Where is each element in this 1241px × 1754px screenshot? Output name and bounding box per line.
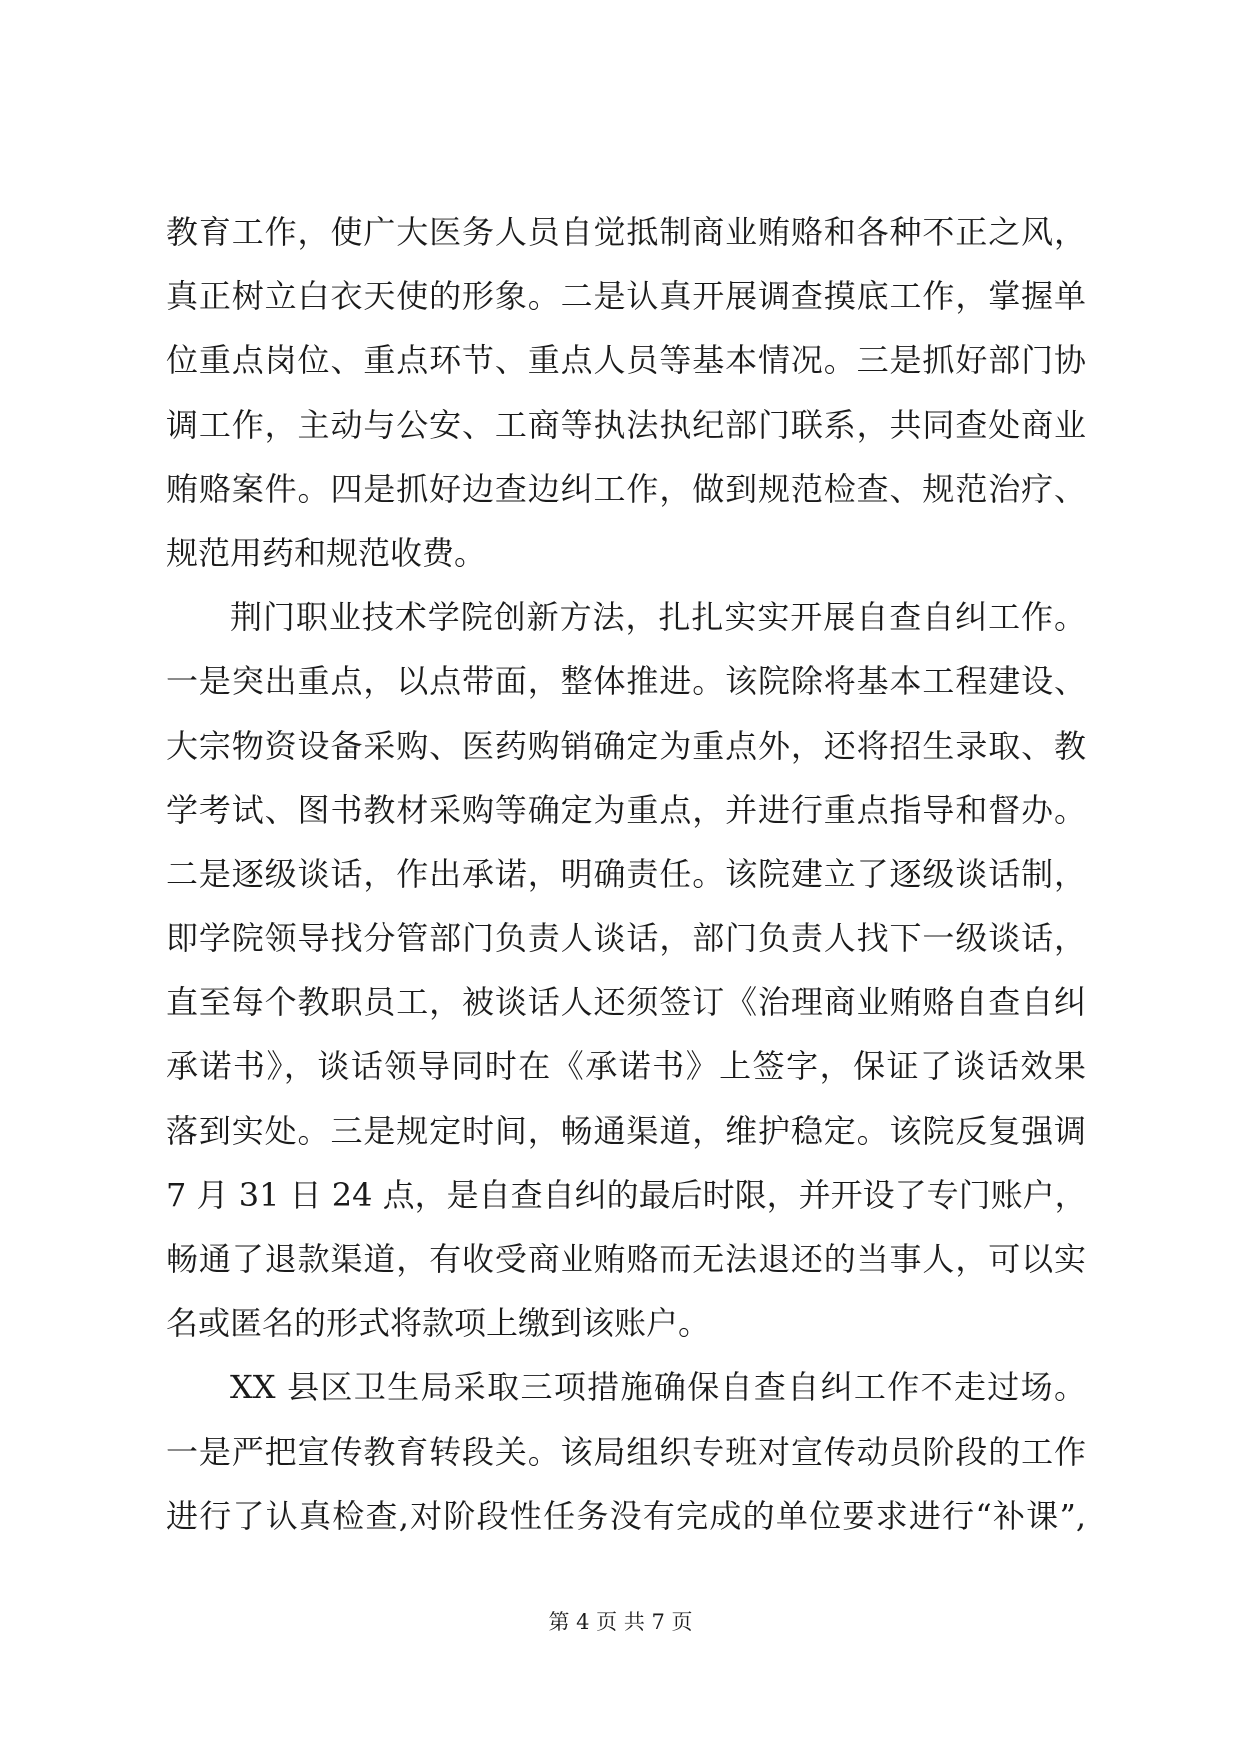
text-line: 大宗物资设备采购、医药购销确定为重点外，还将招生录取、教 (166, 726, 1086, 765)
paragraph-first-line: 荆门职业技术学院创新方法，扎扎实实开展自查自纠工作。 (230, 598, 1086, 637)
text-line: 学考试、图书教材采购等确定为重点，并进行重点指导和督办。 (166, 790, 1086, 829)
text-line: 调工作，主动与公安、工商等执法执纪部门联系，共同查处商业 (166, 405, 1086, 444)
text-line: 一是突出重点，以点带面，整体推进。该院除将基本工程建设、 (166, 662, 1086, 701)
text-line: 真正树立白衣天使的形象。二是认真开展调查摸底工作，掌握单 (166, 277, 1086, 316)
text-line: 规范用药和规范收费。 (166, 533, 487, 572)
text-line: 落到实处。三是规定时间，畅通渠道，维护稳定。该院反复强调 (166, 1111, 1086, 1150)
page-footer: 第 4 页 共 7 页 (548, 1610, 693, 1634)
text-line: 直至每个教职员工，被谈话人还须签订《治理商业贿赂自查自纠 (166, 983, 1086, 1022)
text-line: 二是逐级谈话，作出承诺，明确责任。该院建立了逐级谈话制， (166, 854, 1086, 893)
paragraph-first-line: XX 县区卫生局采取三项措施确保自查自纠工作不走过场。 (230, 1368, 1086, 1407)
text-line: 贿赂案件。四是抓好边查边纠工作，做到规范检查、规范治疗、 (166, 469, 1086, 508)
text-line: 名或匿名的形式将款项上缴到该账户。 (166, 1304, 711, 1343)
text-line: 即学院领导找分管部门负责人谈话，部门负责人找下一级谈话， (166, 919, 1086, 958)
text-line: 位重点岗位、重点环节、重点人员等基本情况。三是抓好部门协 (166, 341, 1086, 380)
text-line: 承诺书》，谈话领导同时在《承诺书》上签字，保证了谈话效果 (166, 1047, 1086, 1086)
text-line: 畅通了退款渠道，有收受商业贿赂而无法退还的当事人，可以实 (166, 1240, 1086, 1278)
text-line: 进行了认真检查,对阶段性任务没有完成的单位要求进行“补课”, (166, 1496, 1086, 1535)
text-line: 7 月 31 日 24 点，是自查自纠的最后时限，并开设了专门账户， (166, 1175, 1087, 1214)
document-body (166, 200, 1086, 1548)
text-line: 一是严把宣传教育转段关。该局组织专班对宣传动员阶段的工作 (166, 1432, 1086, 1471)
text-line: 教育工作，使广大医务人员自觉抵制商业贿赂和各种不正之风， (166, 213, 1086, 251)
